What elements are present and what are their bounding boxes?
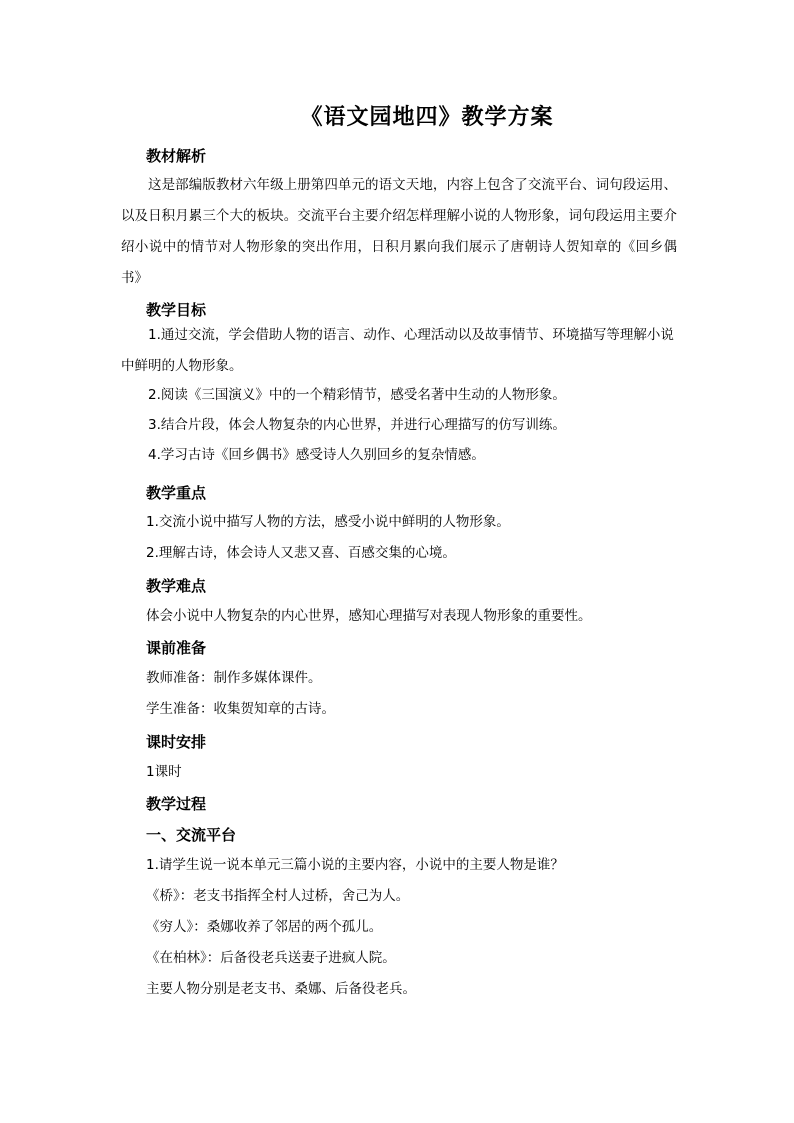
story-item-2: 《穷人》：桑娜收养了邻居的两个孤儿。	[146, 919, 383, 935]
schedule-text: 1课时	[146, 764, 182, 780]
goal-item-2: 2.阅读《三国演义》中的一个精彩情节，感受名著中生动的人物形象。	[148, 387, 566, 403]
student-preparation: 学生准备：收集贺知章的古诗。	[146, 701, 335, 717]
goal-item-4: 4.学习古诗《回乡偶书》感受诗人久别回乡的复杂情感。	[148, 447, 485, 463]
difficulties-text: 体会小说中人物复杂的内心世界，感知心理描写对表现人物形象的重要性。	[146, 608, 592, 624]
heading-preparation: 课前准备	[146, 639, 207, 657]
heading-analysis: 教材解析	[146, 147, 207, 165]
heading-process: 教学过程	[146, 795, 207, 813]
document-title: 《语文园地四》教学方案	[300, 104, 554, 130]
goal-item-3: 3.结合片段，体会人物复杂的内心世界，并进行心理描写的仿写训练。	[148, 417, 566, 433]
heading-goals: 教学目标	[146, 301, 207, 319]
story-item-1: 《桥》：老支书指挥全村人过桥，舍己为人。	[146, 888, 410, 904]
process-question: 1.请学生说一说本单元三篇小说的主要内容，小说中的主要人物是谁？	[146, 857, 564, 873]
process-summary: 主要人物分别是老支书、桑娜、后备役老兵。	[146, 981, 416, 997]
key-point-1: 1.交流小说中描写人物的方法，感受小说中鲜明的人物形象。	[146, 514, 510, 530]
heading-key-points: 教学重点	[146, 484, 207, 502]
heading-difficulties: 教学难点	[146, 577, 207, 595]
teacher-preparation: 教师准备：制作多媒体课件。	[146, 670, 322, 686]
analysis-paragraph: 这是部编版教材六年级上册第四单元的语文天地，内容上包含了交流平台、词句段运用、以及日积月累三个大的板块。交流平台主要介绍怎样理解小说的人物形象，词句段运用主要介绍小说中的情节对人物形象的突出作用，日积月累向我们展示了唐朝诗人贺知章的《回乡偶书》	[121, 177, 677, 286]
subheading-exchange-platform: 一、交流平台	[146, 826, 237, 844]
story-item-3: 《在柏林》：后备役老兵送妻子进疯人院。	[146, 950, 396, 966]
goal-item-1: 1.通过交流，学会借助人物的语言、动作、心理活动以及故事情节、环境描写等理解小说中鲜明的人物形象。	[121, 327, 674, 374]
heading-schedule: 课时安排	[146, 733, 207, 751]
key-point-2: 2.理解古诗，体会诗人又悲又喜、百感交集的心境。	[146, 545, 456, 561]
